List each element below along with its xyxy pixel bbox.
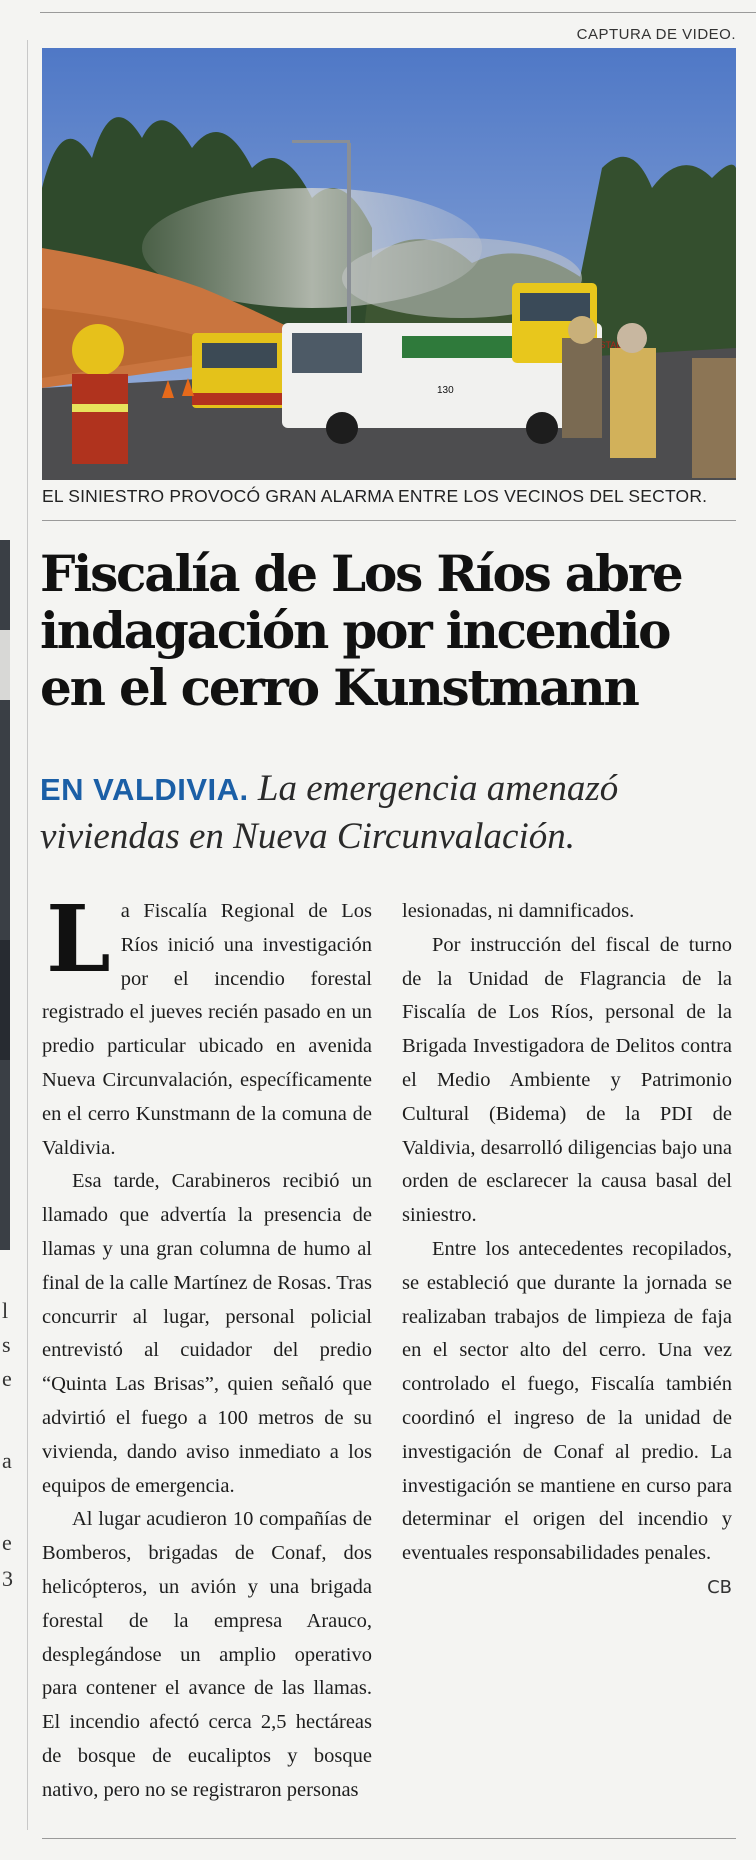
- body-column-left: [42, 885, 372, 1808]
- deck: [40, 765, 740, 860]
- truck-number: 130: [437, 385, 454, 396]
- paragraph-2: Esa tarde, Carabineros recibió un llamado que advertía la presencia de llamas y una gran columna de humo al final de la calle Martínez de Rosas. Tras concurrir al lugar, personal policial entrevistó al cuidador del predio “Quinta Las Brisas”, quien señaló que advirtió el fuego a 100 metros de su vivienda, dando aviso inmediato a los equipos de emergencia.: [42, 1170, 372, 1497]
- dropcap: L: [46, 885, 111, 993]
- adjacent-photo-edge: [0, 540, 10, 1250]
- news-photo: [42, 48, 736, 480]
- body-column-right: [402, 895, 732, 1605]
- adjacent-letter: l: [2, 1298, 9, 1323]
- paragraph-5-text: Entre los antecedentes recopilados, se estableció que durante la jornada se realizaban trabajos de limpieza de faja en el sector alto del cerro. Una vez controlado el fuego, Fiscalía también coordinó el ingreso de la unidad de investigación de Conaf al predio. La investigación se mantiene en curso para determinar el origen del incendio y eventuales responsabilidades penales.: [402, 1237, 732, 1565]
- paragraph-4: Por instrucción del fiscal de turno de la Unidad de Flagrancia de la Fiscalía de Los Ríos, personal de la Brigada Investigadora de Delitos contra el Medio Ambiente y Patrimonio Cultural (Bidema) de la PDI de Valdivia, desarrolló diligencias bajo una orden de esclarecer la causa basal del siniestro.: [402, 933, 732, 1227]
- author-initials: CB: [707, 1576, 732, 1598]
- adjacent-letter: e: [2, 1366, 12, 1391]
- bottom-rule: [42, 1838, 736, 1839]
- adjacent-letter: e: [2, 1530, 12, 1555]
- headline: Fiscalía de Los Ríos abre indagación por incendio en el cerro Kunstmann: [40, 544, 682, 717]
- paragraph-3-continued: lesionadas, ni damnificados.: [402, 900, 635, 922]
- paragraph-1: [42, 885, 372, 1165]
- top-rule: [40, 12, 756, 13]
- paragraph-5: [402, 1233, 732, 1598]
- paragraph-3: Al lugar acudieron 10 compañías de Bomberos, brigadas de Conaf, dos helicópteros, un avión y una brigada forestal de la empresa Arauco, desplegándose un amplio operativo para contener el avance de las llamas. El incendio afectó cerca 2,5 hectáreas de bosque de eucaliptos y bosque nativo, pero no se registraron personas: [42, 1508, 372, 1801]
- adjacent-letter: s: [2, 1332, 11, 1357]
- column-divider: [27, 40, 28, 1830]
- truck-label: FORESTALES: [574, 340, 634, 350]
- adjacent-letter: 3: [2, 1566, 13, 1591]
- kicker: EN VALDIVIA.: [40, 772, 249, 807]
- photo-credit: CAPTURA DE VIDEO.: [576, 26, 736, 43]
- paragraph-1-text: a Fiscalía Regional de Los Ríos inició una investigación por el incendio forestal registrado el jueves recién pasado en un predio particular ubicado en avenida Nueva Circunvalación, específicamente en el cerro Kunstmann de la comuna de Valdivia.: [42, 900, 372, 1159]
- deck-text: La emergencia amenazó viviendas en Nueva Circunvalación.: [40, 768, 619, 857]
- adjacent-letter: a: [2, 1448, 12, 1473]
- photo-caption: EL SINIESTRO PROVOCÓ GRAN ALARMA ENTRE LOS VECINOS DEL SECTOR.: [42, 486, 708, 506]
- caption-rule: [42, 520, 736, 521]
